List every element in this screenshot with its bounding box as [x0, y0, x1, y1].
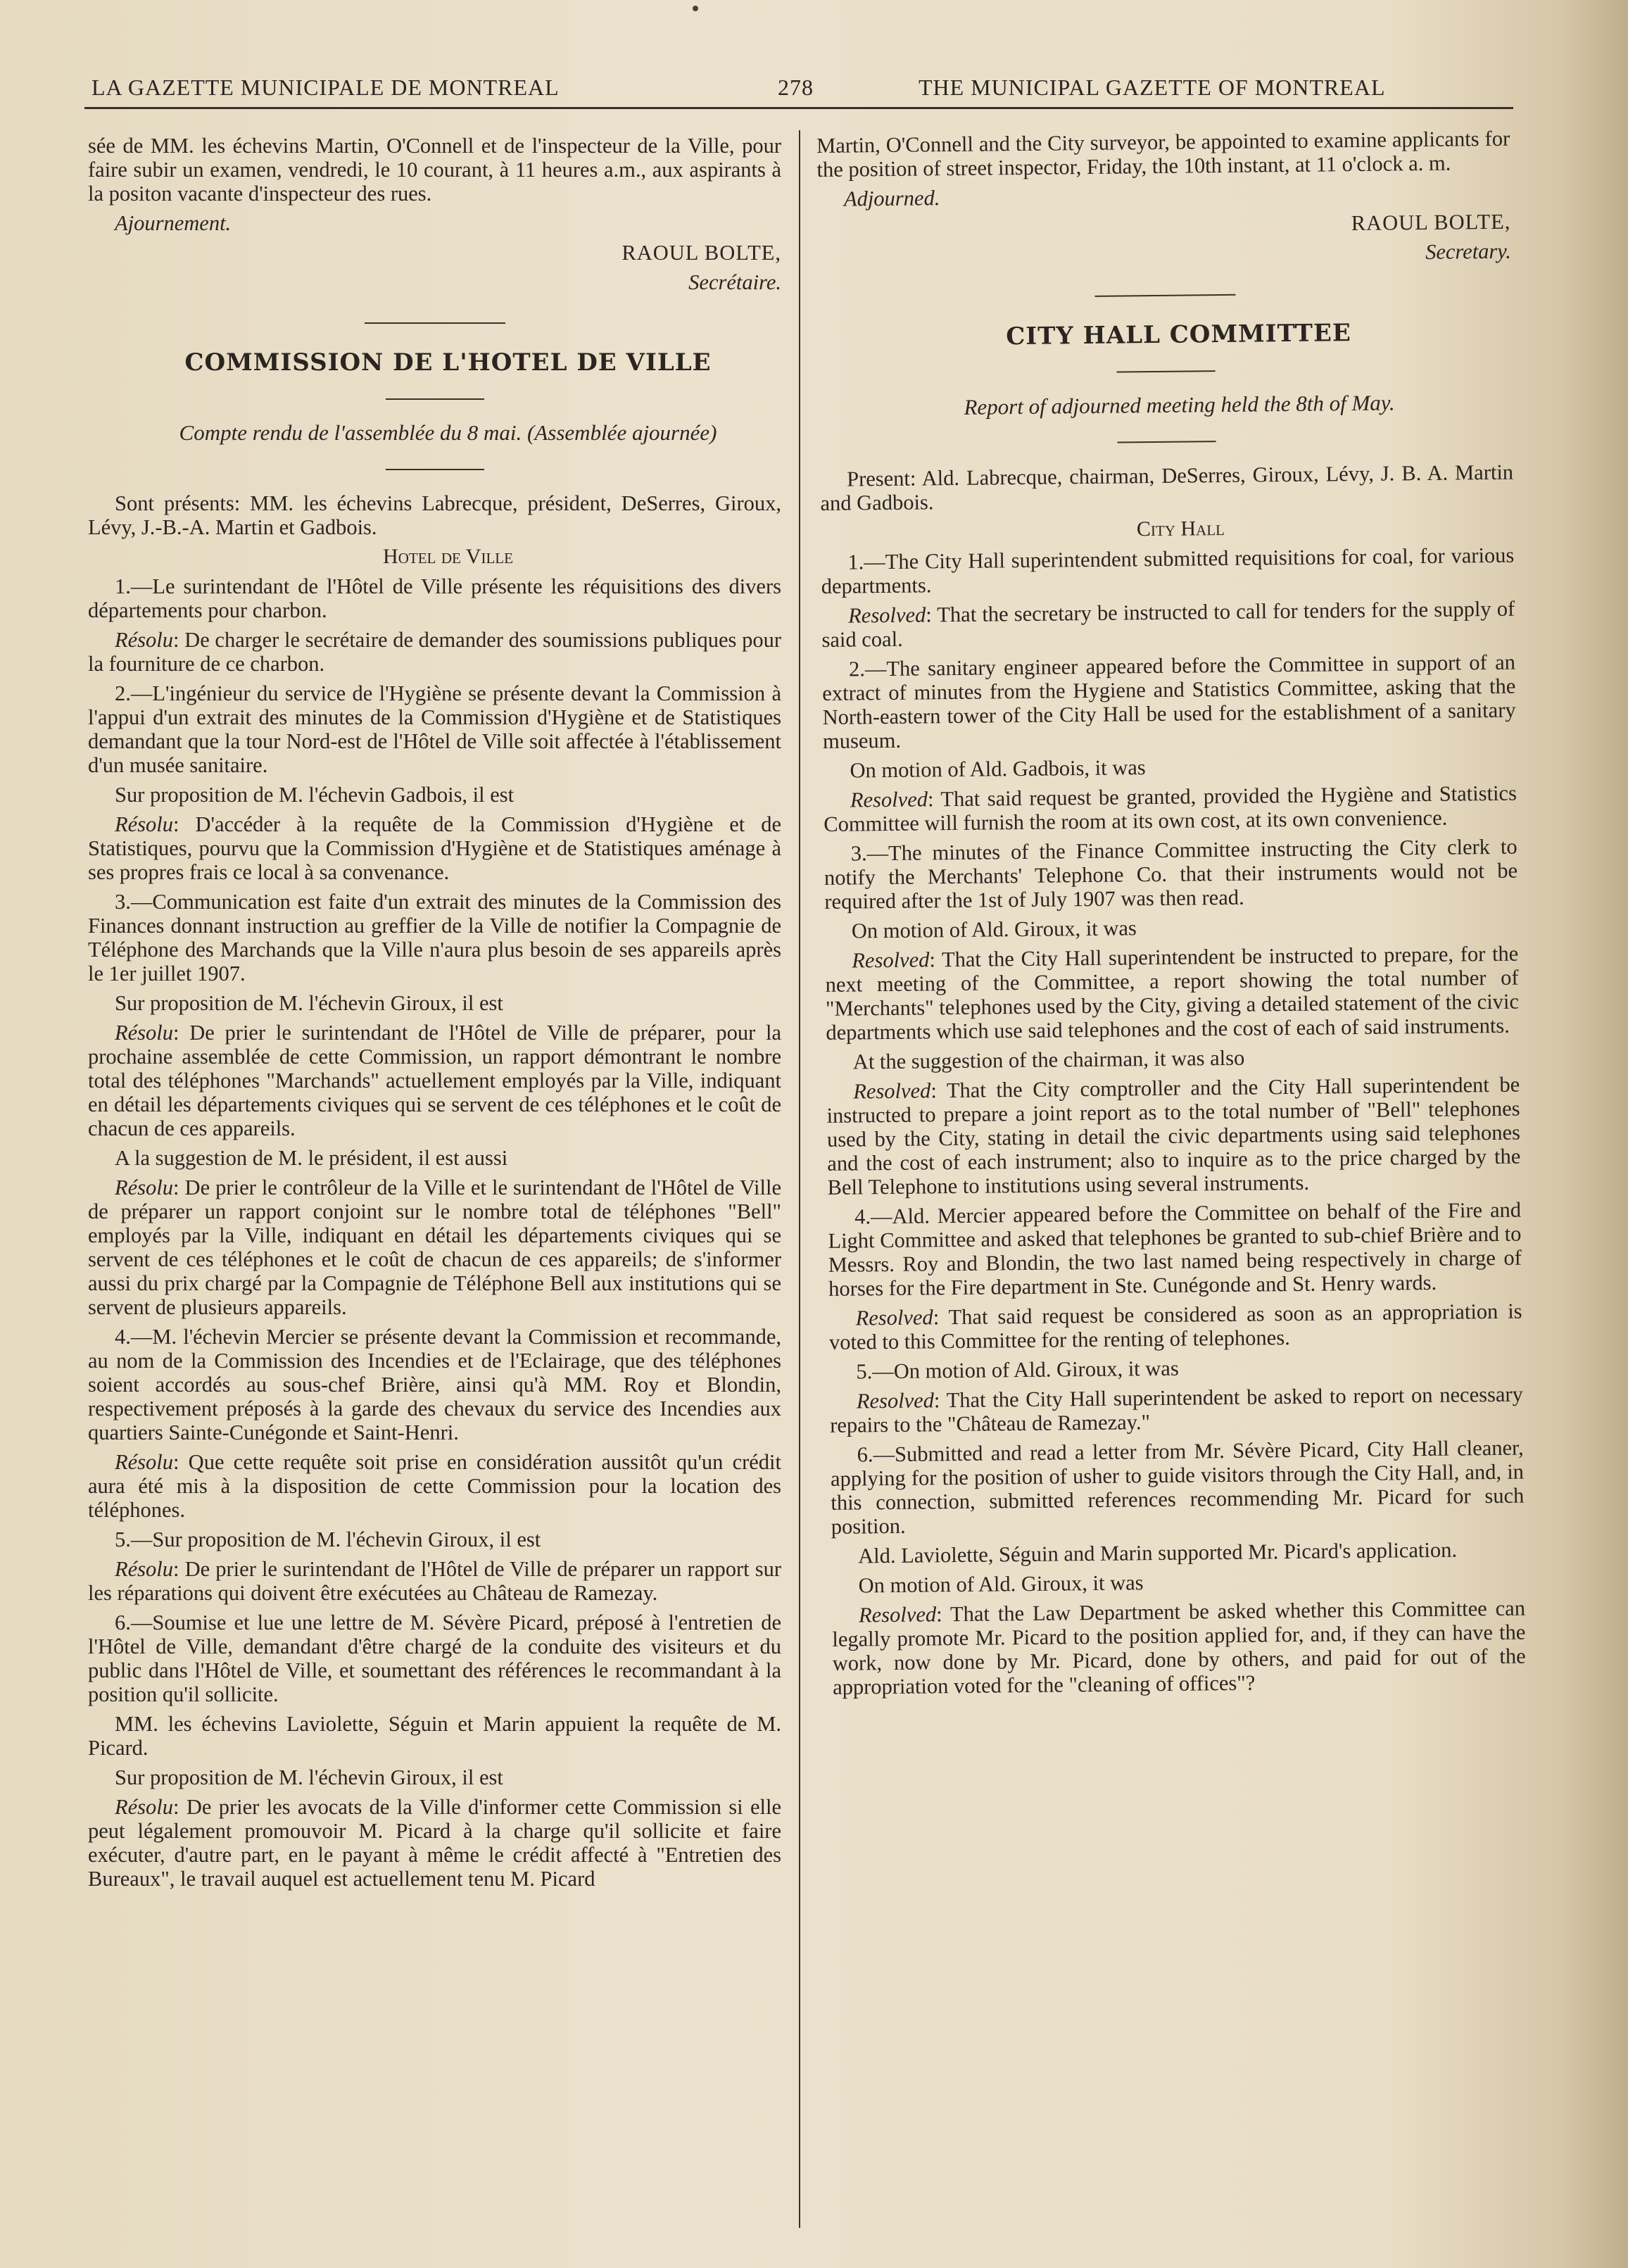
english-item-6: 6.—Submitted and read a letter from Mr. Sévère Picard, City Hall cleaner, applying for the position of usher to guide visitors through the City Hall, and, in this connection, submitted references recommending Mr. Picard for such position. — [830, 1435, 1525, 1539]
resolution-label: Résolu — [115, 1557, 174, 1581]
english-signer-title: Secretary. — [1425, 239, 1511, 264]
french-item-3: 3.—Communication est faite d'un extrait des minutes de la Commission des Finances donnant instruction au greffier de la Ville de notifier la Compagnie de Téléphone des Marchands que la Ville n'aura plus besoin de ses appareils après le 1er juillet 1907. — [88, 890, 781, 985]
resolution-label: Résolu — [115, 1021, 174, 1045]
resolution-text: : De charger le secrétaire de demander des soumissions publiques pour la fourniture de ce charbon. — [88, 628, 781, 676]
heading-rule — [1116, 370, 1215, 372]
french-section-title: Hotel de Ville — [383, 545, 513, 568]
english-item-3-motion: On motion of Ald. Giroux, it was — [851, 916, 1137, 943]
french-item-6-support: MM. les échevins Laviolette, Séguin et Marin appuient la requête de M. Picard. — [88, 1712, 781, 1760]
english-item-4-resolution — [828, 1299, 1522, 1354]
english-signer: RAOUL BOLTE, — [1351, 209, 1511, 236]
english-item-3-suggestion: At the suggestion of the chairman, it was also — [852, 1045, 1245, 1074]
resolution-label: Résolu — [115, 1176, 174, 1199]
french-subheading: Compte rendu de l'assemblée du 8 mai. (Assemblée ajournée) — [179, 420, 717, 445]
french-item-1: 1.—Le surintendant de l'Hôtel de Ville présente les réquisitions des divers départements pour charbon. — [88, 574, 781, 622]
french-item-2: 2.—L'ingénieur du service de l'Hygiène se présente devant la Commission à l'appui d'un extrait des minutes de la Commission d'Hygiène et de Statistiques demandant que la tour Nord-est de l'Hôtel de Ville soit affectée à l'établissement d'un musée sanitaire. — [88, 681, 781, 777]
resolution-text: : That the Law Department be asked whether this Committee can legally promote Mr. Picard to the position applied for, and, if they can have the work, now done by Mr. Picard, done by others, and paid for out of the appropriation voted for the "cleaning of offices"? — [832, 1596, 1526, 1699]
english-section-title: City Hall — [1136, 516, 1225, 541]
resolution-text: : De prier les avocats de la Ville d'informer cette Commission si elle peut légalement promouvoir M. Picard à la charge qu'il sollicite et faire exécuter, d'autre part, en le payant à même le crédit affecté à "Entretien des Bureaux", le travail auquel est actuellement tenu M. Picard — [88, 1795, 781, 1891]
english-item-4: 4.—Ald. Mercier appeared before the Committee on behalf of the Fire and Light Committee and asked that telephones be granted to sub-chief Brière and to Messrs. Roy and Blondin, the two last named being respectively in charge of horses for the Fire department in Ste. Cunégonde and St. Henry wards. — [828, 1197, 1522, 1301]
english-heading: CITY HALL COMMITTEE — [1006, 319, 1352, 351]
resolution-text: : D'accéder à la requête de la Commission d'Hygiène et de Statistiques, pourvu que la Commission d'Hygiène et de Statistiques aménage à ses propres frais ce local à sa convenance. — [88, 812, 781, 884]
english-item-2: 2.—The sanitary engineer appeared before the Committee in support of an extract of minutes from the Hygiene and Statistics Committee, asking that the North-eastern tower of the City Hall be used for the establishment of a sanitary museum. — [822, 650, 1516, 753]
section-rule — [1094, 294, 1235, 297]
english-item-6-motion: On motion of Ald. Giroux, it was — [858, 1570, 1144, 1598]
resolution-text: : That said request be considered as soon as an appropriation is voted to this Committee for the renting of telephones. — [828, 1299, 1522, 1354]
french-item-4: 4.—M. l'échevin Mercier se présente devant la Commission et recommande, au nom de la Commission des Incendies et de l'Eclairage, que des téléphones soient accordés au sous-chef Brière, ainsi qu'à MM. Roy et Blondin, respectivement préposés à la garde des chevaux du service des Incendies aux quartiers Sainte-Cunégonde et Saint-Henri. — [88, 1325, 781, 1444]
english-subheading: Report of adjourned meeting held the 8th of May. — [964, 390, 1395, 420]
resolution-text: : That said request be granted, provided the Hygiène and Statistics Committee will furnish the room at its own cost, at its own convenience. — [824, 781, 1517, 836]
resolution-text: : De prier le surintendant de l'Hôtel de Ville de préparer un rapport sur les réparations qui doivent être exécutées au Château de Ramezay. — [88, 1557, 781, 1605]
english-item-6-support: Ald. Laviolette, Séguin and Marin supported Mr. Picard's application. — [857, 1537, 1458, 1568]
french-item-6-motion: Sur proposition de M. l'échevin Giroux, il est — [115, 1765, 503, 1789]
english-item-6-resolution — [832, 1596, 1526, 1699]
header-french-title: LA GAZETTE MUNICIPALE DE MONTREAL — [92, 75, 560, 100]
resolution-text: : That the City Hall superintendent be asked to report on necessary repairs to the "Château de Ramezay." — [830, 1382, 1523, 1437]
header-rule — [84, 107, 1513, 109]
english-column — [816, 127, 1526, 1705]
column-divider — [799, 130, 800, 2228]
resolution-text: : De prier le surintendant de l'Hôtel de Ville de préparer, pour la prochaine assemblée de cette Commission, un rapport démontrant le nombre total des téléphones "Marchands" actuellement employés par la Ville, indiquant en détail les départements civiques qui se servent de ces téléphones et le coût de chacun de ces appareils. — [88, 1021, 781, 1140]
french-item-6-resolution — [88, 1795, 781, 1891]
french-column — [88, 134, 781, 1896]
resolution-label: Résolu — [115, 628, 174, 652]
french-signer-title: Secrétaire. — [688, 270, 781, 294]
heading-rule — [386, 398, 484, 400]
english-item-3-suggestion-resolution — [826, 1073, 1521, 1199]
french-item-3-resolution — [88, 1021, 781, 1140]
running-header — [84, 69, 1499, 111]
french-item-2-motion: Sur proposition de M. l'échevin Gadbois, il est — [115, 783, 515, 807]
resolution-text: : Que cette requête soit prise en considération aussitôt qu'un crédit aura été mis à la disposition de cette Commission pour la location des téléphones. — [88, 1450, 781, 1522]
header-english-title: THE MUNICIPAL GAZETTE OF MONTREAL — [919, 75, 1386, 100]
english-item-2-resolution — [824, 781, 1517, 836]
english-item-5-resolution — [830, 1382, 1524, 1437]
resolution-text: : That the City comptroller and the City Hall superintendent be instructed to prepare a joint report as to the total number of "Bell" telephones used by the City, stating in detail the civic departments using said telephones and the cost of each instrument; also to inquire as to the price charged by the Bell Telephone to institutions using several instruments. — [826, 1072, 1521, 1199]
resolution-label: Resolved — [856, 1388, 935, 1413]
french-signer: RAOUL BOLTE, — [621, 241, 781, 265]
resolution-label: Resolved — [853, 1078, 931, 1104]
resolution-label: Resolved — [855, 1305, 933, 1330]
french-item-3-motion: Sur proposition de M. l'échevin Giroux, il est — [115, 991, 503, 1015]
english-item-3-resolution — [825, 942, 1519, 1045]
subheading-rule — [386, 469, 484, 470]
resolution-label: Resolved — [850, 787, 928, 812]
french-item-2-resolution — [88, 812, 781, 884]
english-intro: Martin, O'Connell and the City surveyor, be appointed to examine applicants for the position of street inspector, Friday, the 10th instant, at 11 o'clock a. m. — [816, 126, 1510, 182]
subheading-rule — [1117, 441, 1216, 443]
english-adjourned: Adjourned. — [843, 186, 940, 211]
page-number: 278 — [778, 75, 814, 100]
english-present: Present: Ald. Labrecque, chairman, DeSerres, Giroux, Lévy, J. B. A. Martin and Gadbois. — [820, 460, 1514, 515]
french-intro: sée de MM. les échevins Martin, O'Connell et de l'inspecteur de la Ville, pour faire subir un examen, vendredi, le 10 courant, à 11 heures a.m., aux aspirants à la positon vacante d'inspecteur des rues. — [88, 134, 781, 206]
french-heading: COMMISSION DE L'HOTEL DE VILLE — [184, 348, 712, 377]
resolution-label: Résolu — [115, 1450, 174, 1474]
resolution-label: Resolved — [852, 947, 930, 973]
french-present: Sont présents: MM. les échevins Labrecque, président, DeSerres, Giroux, Lévy, J.-B.-A. Martin et Gadbois. — [88, 491, 781, 539]
english-item-1: 1.—The City Hall superintendent submitted requisitions for coal, for various departments. — [821, 543, 1515, 598]
french-item-3-suggestion-resolution — [88, 1176, 781, 1319]
resolution-label: Resolved — [858, 1602, 937, 1627]
resolution-text: : That the City Hall superintendent be instructed to prepare, for the next meeting of the Committee, a report showing the total number of "Merchants" telephones used by the City, giving a detailed statement of the civic departments which use said telephones and the cost of each of said instruments. — [825, 941, 1520, 1045]
french-adjourned: Ajournement. — [115, 211, 232, 235]
french-item-5-resolution — [88, 1557, 781, 1605]
resolution-text: : De prier le contrôleur de la Ville et le surintendant de l'Hôtel de Ville de préparer un rapport conjoint sur le nombre total de téléphones "Bell" employés par la Ville, indiquant en détail les départements civiques qui se servent de ces téléphones et le coût de chacun de ces appareils; de s'informer aussi du prix chargé par la Compagnie de Téléphone Bell aux institutions qui se servent de plusieurs appareils. — [88, 1176, 781, 1319]
english-item-2-motion: On motion of Ald. Gadbois, it was — [850, 755, 1146, 783]
french-item-5: 5.—Sur proposition de M. l'échevin Giroux, il est — [115, 1527, 541, 1551]
resolution-label: Resolved — [847, 603, 926, 628]
english-item-1-resolution — [821, 597, 1515, 652]
english-item-3: 3.—The minutes of the Finance Committee instructing the City clerk to notify the Merchants' Telephone Co. that their instruments would not be required after the 1st of July 1907 was then read. — [824, 834, 1518, 914]
french-item-4-resolution — [88, 1450, 781, 1522]
print-dot — [693, 6, 698, 11]
english-item-5: 5.—On motion of Ald. Giroux, it was — [856, 1356, 1179, 1384]
french-item-1-resolution — [88, 628, 781, 676]
french-item-6: 6.—Soumise et lue une lettre de M. Sévère Picard, préposé à l'entretien de l'Hôtel de Ville, demandant d'être chargé de la conduite des visiteurs et du public dans l'Hôtel de Ville, et soumettant des références le recommandant à la position qu'il sollicite. — [88, 1611, 781, 1706]
french-item-3-suggestion: A la suggestion de M. le président, il est aussi — [115, 1146, 508, 1170]
section-rule — [365, 322, 505, 324]
resolution-label: Résolu — [115, 1795, 174, 1819]
resolution-label: Résolu — [115, 812, 174, 836]
resolution-text: : That the secretary be instructed to call for tenders for the supply of said coal. — [821, 596, 1515, 652]
